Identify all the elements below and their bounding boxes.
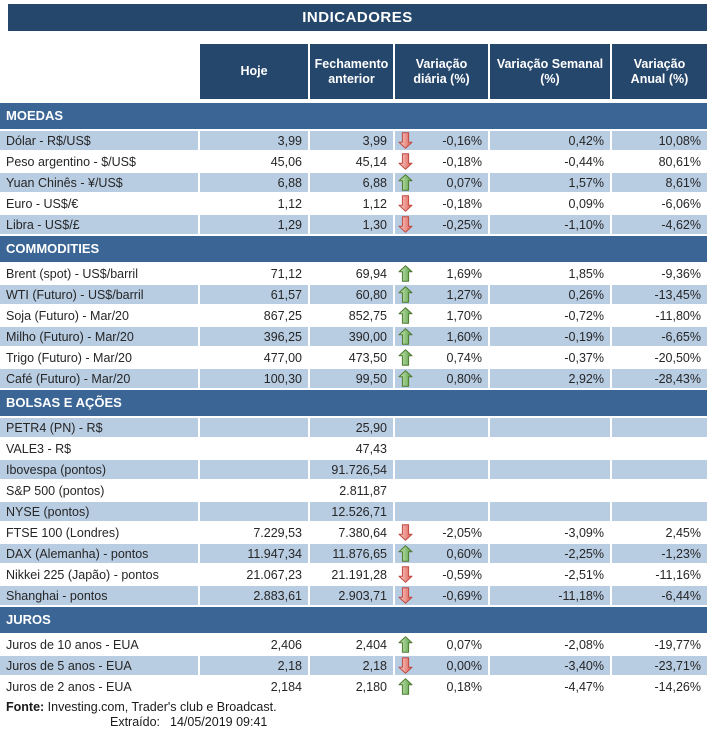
table-row [0, 677, 707, 698]
var-diaria-value: 0,07% [446, 637, 482, 652]
cell-fechamento-anterior: 3,99 [310, 131, 395, 150]
column-header-variacao-diaria: Variação diária (%) [395, 44, 490, 99]
var-diaria-value: 0,07% [446, 175, 482, 190]
table-row [0, 481, 707, 502]
cell-hoje [200, 481, 310, 500]
down-arrow-icon [398, 153, 413, 170]
cell-fechamento-anterior: 60,80 [310, 285, 395, 304]
cell-hoje: 396,25 [200, 327, 310, 346]
cell-hoje [200, 418, 310, 437]
cell-variacao-diaria [395, 152, 490, 171]
cell-fechamento-anterior: 473,50 [310, 348, 395, 367]
row-label: Dólar - R$/US$ [0, 131, 200, 150]
var-diaria-value: -0,18% [442, 196, 482, 211]
row-label: Yuan Chinês - ¥/US$ [0, 173, 200, 192]
up-arrow-icon [398, 370, 413, 387]
cell-variacao-semanal: -2,08% [490, 635, 612, 654]
cell-hoje: 61,57 [200, 285, 310, 304]
var-diaria-value: 1,60% [446, 329, 482, 344]
cell-variacao-anual [612, 460, 707, 479]
cell-hoje [200, 460, 310, 479]
table-row [0, 418, 707, 439]
var-diaria-value: -0,59% [442, 567, 482, 582]
cell-variacao-anual: -11,16% [655, 567, 701, 582]
var-diaria-value: -0,18% [442, 154, 482, 169]
cell-hoje: 6,88 [200, 173, 310, 192]
cell-hoje: 477,00 [200, 348, 310, 367]
cell-fechamento-anterior: 2.903,71 [310, 586, 395, 605]
cell-variacao-semanal: -0,19% [490, 327, 612, 346]
cell-variacao-semanal: 0,42% [490, 131, 612, 150]
down-arrow-icon [398, 132, 413, 149]
cell-variacao-diaria [395, 264, 490, 283]
column-header-variacao-anual: Variação Anual (%) [612, 44, 707, 99]
var-diaria-value: -0,25% [442, 217, 482, 232]
cell-variacao-diaria [395, 439, 490, 458]
row-label: Euro - US$/€ [0, 194, 200, 213]
row-label: Soja (Futuro) - Mar/20 [0, 306, 200, 325]
down-arrow-icon [398, 524, 413, 541]
var-diaria-value: 0,60% [446, 546, 482, 561]
cell-variacao-anual: -6,06% [661, 196, 701, 211]
row-label: Juros de 2 anos - EUA [0, 677, 200, 696]
cell-variacao-anual: 8,61% [612, 173, 707, 192]
cell-variacao-anual: 10,08% [612, 131, 707, 150]
row-label: Café (Futuro) - Mar/20 [0, 369, 200, 388]
cell-hoje [200, 439, 310, 458]
cell-fechamento-anterior: 11.876,65 [310, 544, 395, 563]
cell-variacao-diaria [395, 523, 490, 542]
cell-fechamento-anterior: 69,94 [310, 264, 395, 283]
table-row [0, 152, 707, 173]
cell-hoje [200, 502, 310, 521]
source-text: Investing.com, Trader's club e Broadcast. [44, 700, 277, 714]
row-label: FTSE 100 (Londres) [0, 523, 200, 542]
cell-hoje: 100,30 [200, 369, 310, 388]
cell-fechamento-anterior: 25,90 [310, 418, 395, 437]
cell-variacao-semanal: -11,18% [490, 586, 612, 605]
cell-variacao-anual: -23,71% [612, 656, 707, 675]
cell-variacao-semanal [490, 460, 612, 479]
cell-hoje: 2,406 [200, 635, 310, 654]
cell-hoje: 867,25 [200, 306, 310, 325]
up-arrow-icon [398, 174, 413, 191]
cell-variacao-semanal: 1,57% [490, 173, 612, 192]
cell-variacao-diaria [395, 306, 490, 325]
cell-fechamento-anterior: 2,18 [310, 656, 395, 675]
column-header-fechamento-anterior: Fechamento anterior [310, 44, 395, 99]
cell-variacao-anual [612, 418, 707, 437]
row-label: Nikkei 225 (Japão) - pontos [0, 565, 200, 584]
table-row [0, 565, 707, 586]
cell-variacao-diaria [395, 565, 490, 584]
row-label: Libra - US$/£ [0, 215, 200, 234]
table-row [0, 369, 707, 390]
table-body [0, 103, 707, 698]
up-arrow-icon [398, 265, 413, 282]
cell-variacao-diaria [395, 194, 490, 213]
row-label: Ibovespa (pontos) [0, 460, 200, 479]
row-label: WTI (Futuro) - US$/barril [0, 285, 200, 304]
cell-variacao-diaria [395, 327, 490, 346]
cell-fechamento-anterior: 390,00 [310, 327, 395, 346]
table-row [0, 131, 707, 152]
cell-variacao-semanal: 0,09% [490, 194, 612, 213]
down-arrow-icon [398, 566, 413, 583]
up-arrow-icon [398, 678, 413, 695]
cell-fechamento-anterior: 47,43 [310, 439, 395, 458]
cell-variacao-anual: -20,50% [654, 350, 701, 365]
up-arrow-icon [398, 286, 413, 303]
row-label: Juros de 5 anos - EUA [0, 656, 200, 675]
header-spacer [0, 44, 200, 99]
cell-variacao-anual [612, 439, 707, 458]
var-diaria-value: -0,69% [442, 588, 482, 603]
section-header-commodities: COMMODITIES [0, 236, 707, 264]
cell-variacao-diaria [395, 215, 490, 234]
cell-fechamento-anterior: 2,404 [310, 635, 395, 654]
down-arrow-icon [398, 195, 413, 212]
cell-variacao-semanal: -1,10% [490, 215, 612, 234]
cell-variacao-semanal: -4,47% [490, 677, 612, 696]
source-line [0, 700, 707, 715]
row-label: NYSE (pontos) [0, 502, 200, 521]
cell-fechamento-anterior: 2.811,87 [310, 481, 395, 500]
cell-variacao-semanal: 1,85% [490, 264, 612, 283]
var-diaria-value: 0,74% [446, 350, 482, 365]
table-row [0, 523, 707, 544]
table-row [0, 327, 707, 348]
cell-variacao-diaria [395, 285, 490, 304]
cell-variacao-semanal: 2,92% [490, 369, 612, 388]
cell-hoje: 1,29 [200, 215, 310, 234]
column-header-row [0, 44, 707, 99]
down-arrow-icon [398, 216, 413, 233]
cell-variacao-semanal: 0,26% [490, 285, 612, 304]
cell-variacao-semanal: -3,09% [490, 523, 612, 542]
row-label: Trigo (Futuro) - Mar/20 [0, 348, 200, 367]
cell-variacao-anual: -13,45% [612, 285, 707, 304]
row-label: Milho (Futuro) - Mar/20 [0, 327, 200, 346]
cell-fechamento-anterior: 1,30 [310, 215, 395, 234]
cell-variacao-anual [612, 502, 707, 521]
cell-variacao-diaria [395, 460, 490, 479]
section-header-moedas: MOEDAS [0, 103, 707, 131]
table-row [0, 173, 707, 194]
row-label: VALE3 - R$ [0, 439, 200, 458]
cell-hoje: 3,99 [200, 131, 310, 150]
row-label: Peso argentino - $/US$ [0, 152, 200, 171]
var-diaria-value: 1,27% [446, 287, 482, 302]
cell-hoje: 11.947,34 [200, 544, 310, 563]
cell-fechamento-anterior: 1,12 [310, 194, 395, 213]
table-row [0, 502, 707, 523]
down-arrow-icon [398, 587, 413, 604]
cell-variacao-semanal [490, 439, 612, 458]
cell-variacao-diaria [395, 544, 490, 563]
cell-hoje: 45,06 [200, 152, 310, 171]
cell-variacao-anual: -1,23% [612, 544, 707, 563]
table-row [0, 586, 707, 607]
var-diaria-value: -0,16% [442, 133, 482, 148]
row-label: Shanghai - pontos [0, 586, 200, 605]
table-row [0, 194, 707, 215]
var-diaria-value: 0,80% [446, 371, 482, 386]
cell-variacao-semanal [490, 502, 612, 521]
cell-variacao-anual: -28,43% [612, 369, 707, 388]
cell-fechamento-anterior: 91.726,54 [310, 460, 395, 479]
cell-variacao-semanal: -0,72% [490, 306, 612, 325]
up-arrow-icon [398, 349, 413, 366]
cell-variacao-anual: -19,77% [654, 637, 701, 652]
up-arrow-icon [398, 328, 413, 345]
extracted-label: Extraído: [110, 715, 161, 729]
cell-hoje: 2,18 [200, 656, 310, 675]
cell-fechamento-anterior: 852,75 [310, 306, 395, 325]
table-row [0, 215, 707, 236]
cell-variacao-diaria [395, 656, 490, 675]
var-diaria-value: 0,18% [446, 679, 482, 694]
up-arrow-icon [398, 545, 413, 562]
table-row [0, 306, 707, 327]
cell-fechamento-anterior: 2,180 [310, 677, 395, 696]
cell-hoje: 1,12 [200, 194, 310, 213]
cell-variacao-diaria [395, 348, 490, 367]
footer [0, 700, 707, 730]
cell-variacao-diaria [395, 586, 490, 605]
cell-variacao-diaria [395, 369, 490, 388]
cell-hoje: 71,12 [200, 264, 310, 283]
cell-variacao-diaria [395, 635, 490, 654]
cell-variacao-semanal [490, 418, 612, 437]
cell-variacao-semanal: -3,40% [490, 656, 612, 675]
table-row [0, 635, 707, 656]
cell-fechamento-anterior: 6,88 [310, 173, 395, 192]
down-arrow-icon [398, 657, 413, 674]
cell-variacao-diaria [395, 173, 490, 192]
cell-variacao-anual: -14,26% [654, 679, 701, 694]
var-diaria-value: 1,69% [446, 266, 482, 281]
cell-variacao-anual: -11,80% [655, 308, 701, 323]
up-arrow-icon [398, 307, 413, 324]
row-label: Brent (spot) - US$/barril [0, 264, 200, 283]
section-header-bolsas-e-acoes: BOLSAS E AÇÕES [0, 390, 707, 418]
cell-variacao-anual: -6,65% [612, 327, 707, 346]
cell-variacao-semanal: -2,51% [490, 565, 612, 584]
up-arrow-icon [398, 636, 413, 653]
cell-variacao-anual: -9,36% [661, 266, 701, 281]
page-title: INDICADORES [8, 4, 707, 31]
row-label: PETR4 (PN) - R$ [0, 418, 200, 437]
cell-fechamento-anterior: 99,50 [310, 369, 395, 388]
cell-variacao-diaria [395, 131, 490, 150]
column-header-variacao-semanal: Variação Semanal (%) [490, 44, 612, 99]
table-row [0, 285, 707, 306]
cell-hoje: 2.883,61 [200, 586, 310, 605]
table-row [0, 439, 707, 460]
cell-variacao-semanal: -0,44% [490, 152, 612, 171]
table-row [0, 264, 707, 285]
var-diaria-value: -2,05% [442, 525, 482, 540]
cell-variacao-anual: -6,44% [612, 586, 707, 605]
cell-variacao-diaria [395, 502, 490, 521]
table-row [0, 544, 707, 565]
cell-variacao-anual: 80,61% [658, 154, 701, 169]
row-label: S&P 500 (pontos) [0, 481, 200, 500]
column-header-hoje: Hoje [200, 44, 310, 99]
cell-variacao-semanal: -0,37% [490, 348, 612, 367]
cell-fechamento-anterior: 12.526,71 [310, 502, 395, 521]
cell-hoje: 21.067,23 [200, 565, 310, 584]
cell-hoje: 7.229,53 [200, 523, 310, 542]
var-diaria-value: 1,70% [446, 308, 482, 323]
cell-fechamento-anterior: 21.191,28 [310, 565, 395, 584]
row-label: DAX (Alemanha) - pontos [0, 544, 200, 563]
cell-variacao-anual: 2,45% [665, 525, 701, 540]
cell-variacao-diaria [395, 418, 490, 437]
table-row [0, 460, 707, 481]
cell-hoje: 2,184 [200, 677, 310, 696]
table-row [0, 656, 707, 677]
cell-fechamento-anterior: 7.380,64 [310, 523, 395, 542]
row-label: Juros de 10 anos - EUA [0, 635, 200, 654]
cell-variacao-diaria [395, 677, 490, 696]
cell-variacao-semanal [490, 481, 612, 500]
table-row [0, 348, 707, 369]
cell-fechamento-anterior: 45,14 [310, 152, 395, 171]
cell-variacao-semanal: -2,25% [490, 544, 612, 563]
section-header-juros: JUROS [0, 607, 707, 635]
cell-variacao-anual: -4,62% [612, 215, 707, 234]
cell-variacao-diaria [395, 481, 490, 500]
var-diaria-value: 0,00% [446, 658, 482, 673]
extracted-timestamp: 14/05/2019 09:41 [170, 715, 268, 729]
cell-variacao-anual [612, 481, 707, 500]
source-label: Fonte: [6, 700, 45, 714]
